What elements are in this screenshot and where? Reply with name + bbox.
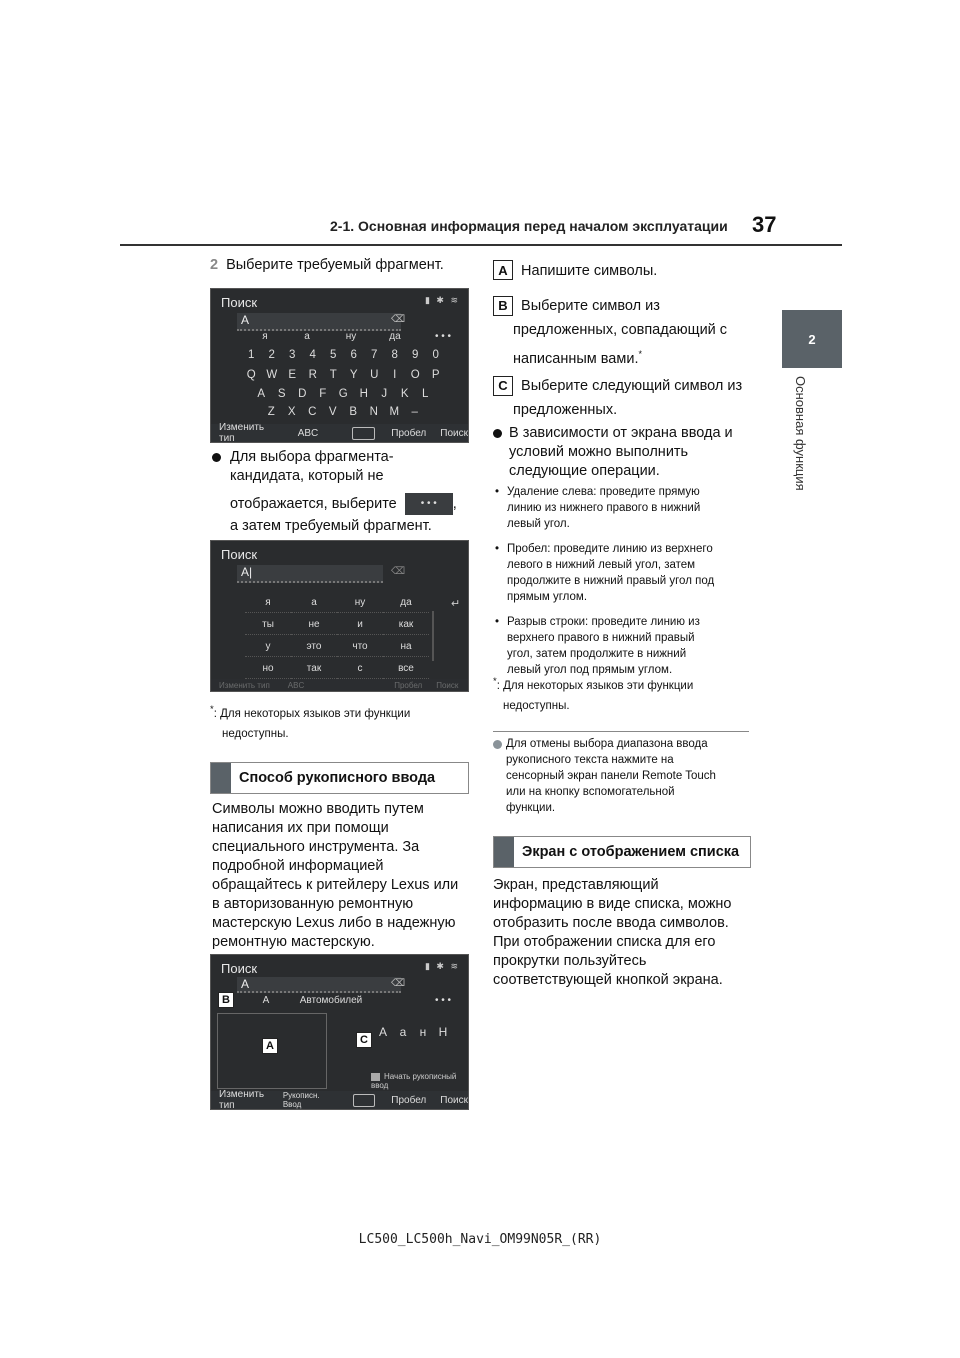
candidate: н [419, 1025, 427, 1039]
key: R [308, 369, 317, 381]
backspace-icon: ⌫ [391, 314, 406, 325]
para-line: соответствующей кнопкой экрана. [493, 972, 723, 988]
para-line: специального инструмента. За [212, 839, 420, 855]
candidate-list-screenshot [210, 540, 469, 692]
callout-b-desc [493, 294, 763, 371]
list-line: левый угол под прямым углом. [507, 664, 673, 676]
key: 9 [412, 349, 419, 361]
change-type-label: Изменить тип [219, 680, 270, 690]
bullet-dot [212, 453, 221, 462]
bullet-dot [493, 429, 502, 438]
key: D [298, 388, 307, 400]
para-line: Экран, представляющий [493, 877, 659, 893]
candidate: а [291, 593, 337, 613]
screen-title: Поиск [221, 295, 258, 310]
key: 7 [371, 349, 378, 361]
list-line: Пробел: проведите линию из верхнего [507, 543, 713, 555]
section-heading-handwriting [210, 762, 469, 794]
candidate: у [245, 637, 291, 657]
key: O [410, 369, 420, 381]
key: Z [267, 406, 275, 418]
key: T [329, 369, 337, 381]
tip-line: рукописного текста нажмите на [506, 754, 674, 766]
list-line: Удаление слева: проведите прямую [507, 486, 700, 498]
start-handwriting-text: Начать рукописный ввод [371, 1072, 457, 1090]
list-screen-paragraph [493, 876, 763, 990]
callout-b-text: написанным вами. [513, 350, 639, 367]
tip-line: Для отмены выбора диапазона ввода [506, 738, 708, 750]
footnote-text: : Для некоторых языков эти функции [213, 707, 411, 720]
step-2 [210, 256, 444, 275]
header-rule [120, 244, 842, 246]
digit-row [241, 349, 446, 361]
key: 8 [391, 349, 398, 361]
right-footnote [493, 674, 758, 714]
bullet-line: следующие операции. [509, 463, 660, 479]
key: Q [246, 369, 256, 381]
para-line: ремонтную мастерскую. [212, 934, 375, 950]
candidate: да [383, 593, 429, 613]
key: S [277, 388, 286, 400]
handwriting-paragraph [212, 800, 472, 952]
key: 3 [289, 349, 296, 361]
key: 5 [330, 349, 337, 361]
key: M [389, 406, 400, 418]
list-line: верхнего правого в нижний правый [507, 632, 695, 644]
operations-list [493, 484, 758, 687]
tip-line: функции. [506, 802, 556, 814]
candidate: да [389, 331, 401, 342]
space-label: Пробел [394, 680, 423, 690]
key: B [349, 406, 358, 418]
key: 0 [432, 349, 439, 361]
list-line: угол, затем продолжите в нижний [507, 648, 687, 660]
footnote-text: недоступны. [222, 727, 289, 740]
status-icons: ▮ ✱ ≋ [424, 961, 460, 971]
callout-b-text: Выберите символ из [521, 298, 660, 314]
footer-code: LC500_LC500h_Navi_OM99N05R_(RR) [358, 1232, 602, 1247]
mode-label: Рукописн. Ввод [282, 1091, 320, 1109]
para-line: подробной информацией [212, 858, 384, 874]
callout-a-text: Напишите символы. [521, 262, 658, 279]
para-line: информацию в виде списка, можно [493, 896, 732, 912]
key: 1 [248, 349, 255, 361]
status-icons: ▮ ✱ ≋ [424, 295, 460, 305]
keyboard-icon [353, 1094, 375, 1107]
key: H [359, 388, 368, 400]
search-input: A| [237, 565, 383, 583]
tip-divider [493, 731, 749, 732]
key: E [288, 369, 297, 381]
list-line: прямым углом. [507, 591, 588, 603]
asdf-row [251, 388, 436, 400]
zxcv-row [261, 406, 425, 418]
keyboard-icon [352, 427, 375, 440]
search-input: A [237, 977, 401, 993]
key: 4 [309, 349, 316, 361]
para-line: отобразить после ввода символов. [493, 915, 729, 931]
change-type-label: Изменить тип [219, 1089, 265, 1110]
tip-line: сенсорный экран панели Remote Touch [506, 770, 716, 782]
callout-c-text: Выберите следующий символ из [521, 378, 743, 394]
more-button: • • • [434, 995, 451, 1006]
candidate: это [291, 637, 337, 657]
key: I [393, 369, 397, 381]
bullet-line: В зависимости от экрана ввода и [509, 425, 733, 441]
mode-label: ABC [287, 680, 305, 690]
left-footnote [210, 702, 470, 742]
candidate: H [438, 1025, 448, 1039]
search-input: A [237, 313, 401, 331]
screen-bottom-bar [211, 1091, 468, 1109]
footnote-mark: * [493, 676, 497, 687]
candidate: что [337, 637, 383, 657]
tip-block [493, 736, 758, 816]
callout-c-desc [493, 374, 763, 422]
key: K [400, 388, 409, 400]
key: A [257, 388, 266, 400]
candidate: на [383, 637, 429, 657]
key: W [266, 369, 278, 381]
callout-a-desc [493, 260, 657, 281]
candidate: как [383, 615, 429, 635]
footnote-mark: * [210, 704, 214, 715]
para-line: обращайтесь к ритейлеру Lexus или [212, 877, 459, 893]
bullet-operations [493, 424, 758, 481]
candidate: ты [245, 615, 291, 635]
para-line: Символы можно вводить путем [212, 801, 424, 817]
space-label: Пробел [391, 1094, 427, 1106]
list-line: Разрыв строки: проведите линию из [507, 616, 700, 628]
callout-b: B [218, 992, 234, 1008]
candidate-row [245, 331, 469, 342]
key: X [287, 406, 296, 418]
backspace-icon: ⌫ [391, 566, 406, 577]
section-heading-list-screen [493, 836, 751, 868]
bullet-line: Для выбора фрагмента- [230, 449, 394, 465]
page-number: 37 [752, 212, 777, 237]
key: 2 [268, 349, 275, 361]
candidate: не [291, 615, 337, 635]
screen-title: Поиск [221, 547, 258, 562]
list-item: • Удаление слева: проведите прямую линию из нижнего правого в нижний левый угол. [493, 484, 758, 532]
handwriting-candidates [373, 1025, 453, 1039]
search-label: Поиск [436, 680, 459, 690]
para-line: в авторизованную ремонтную [212, 896, 414, 912]
list-line: левый угол. [507, 518, 570, 530]
list-line: продолжите в нижний правый угол под [507, 575, 715, 587]
callout-c-tag: C [493, 376, 513, 396]
callout-a-tag: A [493, 260, 513, 280]
return-icon: ↵ [451, 598, 461, 610]
section-title: 2-1. Основная информация перед началом эксплуатации [330, 218, 728, 234]
candidate: Автомобилей [299, 995, 363, 1006]
key: V [328, 406, 337, 418]
candidate: A [378, 1025, 387, 1039]
callout-b-tag: B [493, 296, 513, 316]
bullet-line: условий можно выполнить [509, 444, 689, 460]
bullet-more-candidates [212, 448, 472, 536]
footnote-text: недоступны. [503, 699, 570, 712]
list-line: левого в нижний левый угол, затем [507, 559, 696, 571]
heading-text: Экран с отображением списка [522, 844, 740, 860]
key: L [422, 388, 429, 400]
mode-label: ABC [297, 427, 319, 439]
comma: , [452, 495, 457, 512]
chapter-tab [782, 310, 842, 368]
screen-bottom-bar [211, 424, 468, 442]
bullet-line: а затем требуемый фрагмент. [230, 518, 432, 534]
change-type-label: Изменить тип [219, 422, 265, 443]
chapter-title: Основная функция [793, 376, 808, 491]
key: J [381, 388, 388, 400]
candidate: а [304, 331, 310, 342]
para-line: прокрутки пользуйтесь [493, 953, 647, 969]
candidate: с [337, 659, 383, 679]
step-text: Выберите требуемый фрагмент. [226, 257, 444, 273]
key: G [338, 388, 348, 400]
callout-c-text: предложенных. [513, 402, 618, 418]
candidate: но [245, 659, 291, 679]
candidate: A [262, 995, 270, 1006]
candidate-row [251, 995, 451, 1006]
bullet-line: кандидата, который не [230, 468, 384, 484]
more-button: • • • [434, 331, 452, 342]
keyboard-screenshot [210, 288, 469, 443]
candidate: все [383, 659, 429, 679]
screen-bottom-bar [211, 679, 468, 691]
space-label: Пробел [391, 427, 427, 439]
para-line: мастерскую Lexus либо в надежную [212, 915, 456, 931]
footnote-mark: * [638, 349, 642, 359]
para-line: написания их при помощи [212, 820, 389, 836]
candidate-grid [245, 593, 429, 679]
key: F [319, 388, 327, 400]
list-item: • Разрыв строки: проведите линию из верхнего правого в нижний правый угол, затем продолжите в нижний левый угол под прямым углом. [493, 614, 758, 678]
candidate: я [262, 331, 268, 342]
search-label: Поиск [440, 427, 468, 439]
callout-a: A [262, 1038, 278, 1054]
step-number: 2 [210, 257, 219, 273]
key: U [370, 369, 379, 381]
heading-bar [211, 763, 231, 793]
handwriting-icon [371, 1073, 380, 1081]
heading-text: Способ рукописного ввода [239, 770, 436, 786]
list-item: • Пробел: проведите линию из верхнего левого в нижний левый угол, затем продолжите в нижний правый угол под прямым углом. [493, 541, 758, 605]
search-label: Поиск [440, 1094, 468, 1106]
key: 6 [350, 349, 357, 361]
candidate: ну [345, 331, 357, 342]
screen-title: Поиск [221, 961, 258, 976]
candidate: так [291, 659, 337, 679]
key: N [369, 406, 378, 418]
candidate: a [399, 1025, 407, 1039]
key: C [308, 406, 317, 418]
key: P [431, 369, 440, 381]
candidate: и [337, 615, 383, 635]
scrollbar [432, 611, 434, 661]
para-line: При отображении списка для его [493, 934, 716, 950]
key: Y [349, 369, 358, 381]
tip-dot [493, 740, 502, 749]
candidate: я [245, 593, 291, 613]
start-handwriting-label [371, 1072, 468, 1090]
key: – [411, 406, 418, 418]
backspace-icon: ⌫ [391, 978, 406, 989]
more-button-icon: • • • [405, 493, 453, 515]
footnote-text: : Для некоторых языков эти функции [496, 679, 694, 692]
callout-b-text: предложенных, совпадающий с [513, 322, 728, 338]
bullet-line: отображается, выберите [230, 495, 397, 512]
list-line: линию из нижнего правого в нижний [507, 502, 701, 514]
callout-c: C [356, 1032, 372, 1048]
qwerty-row [241, 369, 446, 381]
candidate: ну [337, 593, 383, 613]
chapter-number: 2 [808, 331, 816, 347]
handwriting-screenshot [210, 954, 469, 1110]
tip-line: или на кнопку вспомогательной [506, 786, 675, 798]
heading-bar [494, 837, 514, 867]
